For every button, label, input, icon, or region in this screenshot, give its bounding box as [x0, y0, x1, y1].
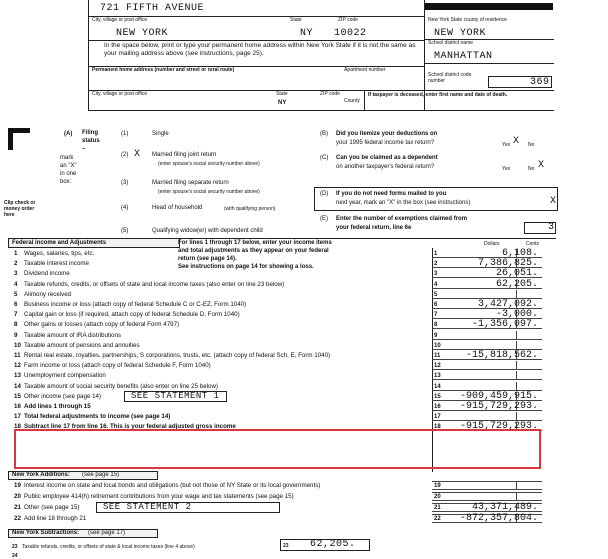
income-line-number: 16 — [14, 403, 21, 410]
street-address: 721 FIFTH AVENUE — [100, 3, 205, 14]
q-b-text1: Did you itemize your deductions on — [336, 131, 438, 137]
cents-cell — [516, 492, 542, 501]
income-amount-3: 26,051. — [495, 268, 538, 279]
amount-line-number: 15 — [434, 394, 441, 400]
amount-line-number: 14 — [434, 384, 441, 390]
state-value: NY — [300, 28, 314, 39]
addition-line-19 — [14, 481, 432, 491]
perm-address-label: Permanent home address (number and street or rural route) — [92, 67, 235, 73]
income-line-number: 10 — [14, 342, 21, 349]
q-d-mark: X — [550, 196, 557, 207]
income-line-note: SEE STATEMENT 1 — [124, 391, 227, 402]
income-amount-4: 62,205. — [495, 279, 538, 290]
amount-line-number: 4 — [434, 282, 438, 288]
q-b-mark: X — [513, 136, 520, 147]
income-line-label: Other gains or losses (attach copy of federal Form 4797) — [24, 321, 180, 328]
state2-value: NY — [278, 100, 287, 106]
income-line-number: 1 — [14, 250, 18, 257]
income-line-6 — [14, 300, 432, 310]
income-line-number: 18 — [14, 423, 21, 430]
amount-line-number: 16 — [434, 404, 441, 410]
addition-line-label: Interest income on state and local bonds and obligations (but not those of NY State or its local governments) — [24, 482, 321, 489]
cents-cell — [516, 412, 542, 421]
amount-line-number: 8 — [434, 322, 438, 328]
addition-line-number: 20 — [14, 493, 21, 500]
q-e-text2: your federal return, line 6e — [336, 225, 412, 231]
income-line-4 — [14, 280, 432, 290]
county-value: NEW YORK — [434, 28, 487, 39]
income-line-11 — [14, 351, 432, 361]
cents-cell — [516, 361, 542, 370]
income-amount-11: -15,818,562. — [465, 350, 538, 361]
filing-5-label[interactable]: Qualifying widow(er) with dependent child — [152, 228, 263, 234]
q-b-letter: (B) — [320, 131, 328, 137]
federal-instr-1: For lines 1 through 17 below, enter your income items — [178, 240, 332, 246]
amount-line-number: 11 — [434, 353, 441, 359]
q-b-no[interactable]: No — [528, 142, 535, 148]
income-line-label: Other income (see page 14) — [24, 393, 102, 400]
q-d-text2: next year, mark an "X" in the box (see instructions) — [336, 200, 471, 206]
income-line-number: 2 — [14, 260, 18, 267]
county2-label: County — [344, 98, 360, 104]
federal-instr-2: and total adjustments as they appear on your federal — [178, 248, 329, 254]
addition-line-label: Add line 18 through 21 — [24, 515, 87, 522]
income-line-9 — [14, 331, 432, 341]
address-note: In the space below, print or type your permanent home address within New York State if it is not the same as your mailing address above (see instructions, page 25). — [104, 42, 416, 57]
sub-line-23-amount: 62,205. — [310, 539, 356, 550]
filing-4-label[interactable]: Head of household — [152, 205, 203, 211]
sub-line-24-num: 24 — [12, 553, 18, 559]
filing-1-num: (1) — [121, 131, 129, 137]
addition-line-22 — [14, 514, 432, 524]
amount-line-number: 12 — [434, 363, 441, 369]
school-code-value: 369 — [530, 77, 550, 88]
amount-line-number: 9 — [434, 333, 438, 339]
city-label: City, village or post office — [92, 17, 148, 23]
q-d-text1: If you do not need forms mailed to you — [336, 191, 447, 197]
filing-4-sub: (with qualifying person) — [224, 206, 276, 212]
addition-amount-line-number: 22 — [434, 516, 441, 522]
filing-3-num: (3) — [121, 180, 129, 186]
sub-line-23-label: Taxable refunds, credits, or offsets of state & local income taxes (line 4 above) — [22, 544, 195, 550]
addition-line-20 — [14, 492, 432, 502]
additions-header: New York Additions: — [12, 472, 70, 478]
sub-line-23-num-box: 23 — [283, 543, 289, 549]
income-line-number: 5 — [14, 291, 18, 298]
filing-4-num: (4) — [121, 205, 129, 211]
q-e-value: 3 — [548, 222, 555, 233]
income-amount-6: 3,427,092. — [477, 299, 538, 310]
q-c-letter: (C) — [320, 155, 329, 161]
deceased-label: If taxpayer is deceased, enter first name and date of death. — [368, 92, 508, 98]
filing-mark-note: mark an "X" in one box: — [60, 155, 77, 185]
income-line-number: 6 — [14, 301, 18, 308]
filing-title: Filing status – — [82, 130, 100, 152]
addition-line-label: Public employee 414(h) retirement contributions from your wage and tax statements (see page 15) — [24, 493, 294, 500]
cents-cell — [516, 371, 542, 380]
cents-cell — [516, 290, 542, 299]
cents-label: Cents — [526, 241, 540, 247]
dollars-label: Dollars — [484, 241, 500, 247]
income-line-label: Subtract line 17 from line 16. This is your federal adjusted gross income — [24, 423, 236, 430]
q-b-text2: your 1995 federal income tax return? — [336, 140, 435, 146]
income-line-label: Capital gain or loss (if required, attach copy of federal Schedule D, Form 1040) — [24, 311, 240, 318]
clip-note: Clip check or money order here — [4, 200, 36, 218]
city2-label: City, village or post office — [92, 91, 148, 97]
addition-line-number: 19 — [14, 482, 21, 489]
cents-cell — [516, 382, 542, 391]
addition-line-label: Other (see page 15) — [24, 504, 80, 511]
addition-amount-line-number: 21 — [434, 505, 441, 511]
school-value: MANHATTAN — [434, 51, 493, 62]
income-line-label: Dividend income — [24, 270, 70, 277]
addition-amount-21: 43,371,489. — [471, 502, 538, 513]
income-line-label: Taxable amount of social security benefits (also enter on line 25 below) — [24, 383, 218, 390]
filing-3-sub: (enter spouse's social security number above) — [158, 189, 260, 195]
amount-line-number: 5 — [434, 292, 438, 298]
cents-cell — [516, 341, 542, 350]
income-line-12 — [14, 361, 432, 371]
income-line-1 — [14, 249, 432, 259]
subtractions-header: New York Subtractions: — [12, 530, 80, 536]
income-line-label: Alimony received — [24, 291, 72, 298]
amount-line-number: 13 — [434, 373, 441, 379]
q-d-letter: (D) — [320, 191, 329, 197]
income-line-label: Farm income or loss (attach copy of federal Schedule F, Form 1040) — [24, 362, 211, 369]
income-line-number: 4 — [14, 281, 18, 288]
city-value: NEW YORK — [116, 28, 169, 39]
school-code-label: School district code number — [428, 72, 472, 84]
income-line-number: 9 — [14, 332, 18, 339]
income-line-17 — [14, 412, 432, 422]
income-line-label: Wages, salaries, tips, etc. — [24, 250, 95, 257]
q-c-mark: X — [538, 160, 545, 171]
income-line-15 — [14, 392, 432, 402]
income-amount-8: -1,356,097. — [471, 319, 538, 330]
income-line-number: 11 — [14, 352, 21, 359]
income-amount-1: 6,108. — [501, 248, 538, 259]
income-line-7 — [14, 310, 432, 320]
filing-2-sub: (enter spouse's social security number above) — [158, 161, 260, 167]
addition-amount-line-number: 20 — [434, 494, 441, 500]
addition-line-number: 22 — [14, 515, 21, 522]
margin-label — [76, 8, 86, 58]
income-line-13 — [14, 371, 432, 381]
income-amount-18: -915,729,293. — [459, 421, 538, 432]
addition-line-note: SEE STATEMENT 2 — [96, 502, 280, 513]
amount-line-number: 17 — [434, 414, 441, 420]
income-line-label: Total federal adjustments to income (see page 14) — [24, 413, 171, 420]
subtractions-header-note: (see page 17) — [88, 530, 126, 536]
income-line-3 — [14, 269, 432, 279]
addition-line-number: 21 — [14, 504, 21, 511]
income-line-number: 17 — [14, 413, 21, 420]
income-line-number: 15 — [14, 393, 21, 400]
income-line-number: 3 — [14, 270, 18, 277]
filing-letter: (A) — [64, 131, 73, 137]
filing-2-num: (2) — [121, 152, 129, 158]
income-line-8 — [14, 320, 432, 330]
income-line-label: Taxable amount of IRA distributions — [24, 332, 121, 339]
amount-line-number: 7 — [434, 312, 438, 318]
amount-line-number: 6 — [434, 302, 438, 308]
income-amount-2: 7,386,825. — [477, 258, 538, 269]
filing-1-label[interactable]: Single — [152, 131, 169, 137]
income-line-number: 8 — [14, 321, 18, 328]
amount-line-number: 3 — [434, 271, 438, 277]
school-label: School district name — [428, 40, 474, 46]
income-line-label: Unemployment compensation — [24, 372, 106, 379]
q-e-letter: (E) — [320, 216, 328, 222]
state2-label: State — [276, 91, 288, 97]
income-line-number: 12 — [14, 362, 21, 369]
income-line-label: Rental real estate, royalties, partnerships, S corporations, trusts, etc. (attach copy of federal Sch. E, Form 1040) — [24, 352, 331, 359]
income-line-label: Taxable interest income — [24, 260, 90, 267]
cents-cell — [516, 331, 542, 340]
addition-line-21 — [14, 503, 432, 513]
addition-amount-22: -872,357,804. — [459, 513, 538, 524]
q-c-text2: on another taxpayer's federal return? — [336, 164, 435, 170]
amount-line-number: 2 — [434, 261, 438, 267]
federal-instr-3: return (see page 14). — [178, 256, 237, 262]
highlight-box — [14, 429, 541, 469]
sub-line-23-num: 23 — [12, 544, 18, 550]
income-line-label: Taxable refunds, credits, or offsets of state and local income taxes (also enter on line 23 below) — [24, 281, 285, 288]
zip2-label: ZIP code — [320, 91, 340, 97]
income-line-label: Add lines 1 through 15 — [24, 403, 91, 410]
income-line-label: Taxable amount of pensions and annuities — [24, 342, 140, 349]
q-c-text1: Can you be claimed as a dependent — [336, 155, 438, 161]
amount-line-number: 1 — [434, 251, 438, 257]
q-c-no[interactable]: No — [528, 166, 535, 172]
filing-2-label[interactable]: Married filing joint return — [152, 152, 217, 158]
income-line-number: 13 — [14, 372, 21, 379]
cents-cell — [516, 481, 542, 490]
zip-value: 10022 — [334, 28, 367, 39]
income-amount-7: -3,000. — [495, 309, 538, 320]
income-line-number: 14 — [14, 383, 21, 390]
state-label: State — [290, 17, 302, 23]
income-amount-16: -915,729,293. — [459, 401, 538, 412]
income-line-10 — [14, 341, 432, 351]
federal-instr-4: See instructions on page 14 for showing a loss. — [178, 264, 314, 270]
amount-line-number: 10 — [434, 343, 441, 349]
income-line-16 — [14, 402, 432, 412]
zip-label: ZIP code — [338, 17, 358, 23]
amount-line-number: 18 — [434, 424, 441, 430]
income-line-number: 7 — [14, 311, 18, 318]
federal-header: Federal income and Adjustments — [12, 240, 107, 246]
income-amount-15: -909,459,915. — [459, 391, 538, 402]
addition-amount-line-number: 19 — [434, 483, 441, 489]
income-line-2 — [14, 259, 432, 269]
q-c-yes[interactable]: Yes — [502, 166, 511, 172]
filing-5-num: (5) — [121, 228, 129, 234]
apt-label: Apartment number — [344, 67, 386, 73]
filing-3-label[interactable]: Married filing separate return — [152, 180, 229, 186]
income-line-label: Business income or loss (attach copy of federal Schedule C or C-EZ, Form 1040) — [24, 301, 247, 308]
q-e-text1: Enter the number of exemptions claimed from — [336, 216, 468, 222]
filing-2-mark: X — [134, 149, 141, 160]
q-b-yes[interactable]: Yes — [502, 142, 511, 148]
county-label: New York State county of residence — [428, 17, 507, 23]
income-line-5 — [14, 290, 432, 300]
additions-header-note: (see page 15) — [82, 472, 120, 478]
